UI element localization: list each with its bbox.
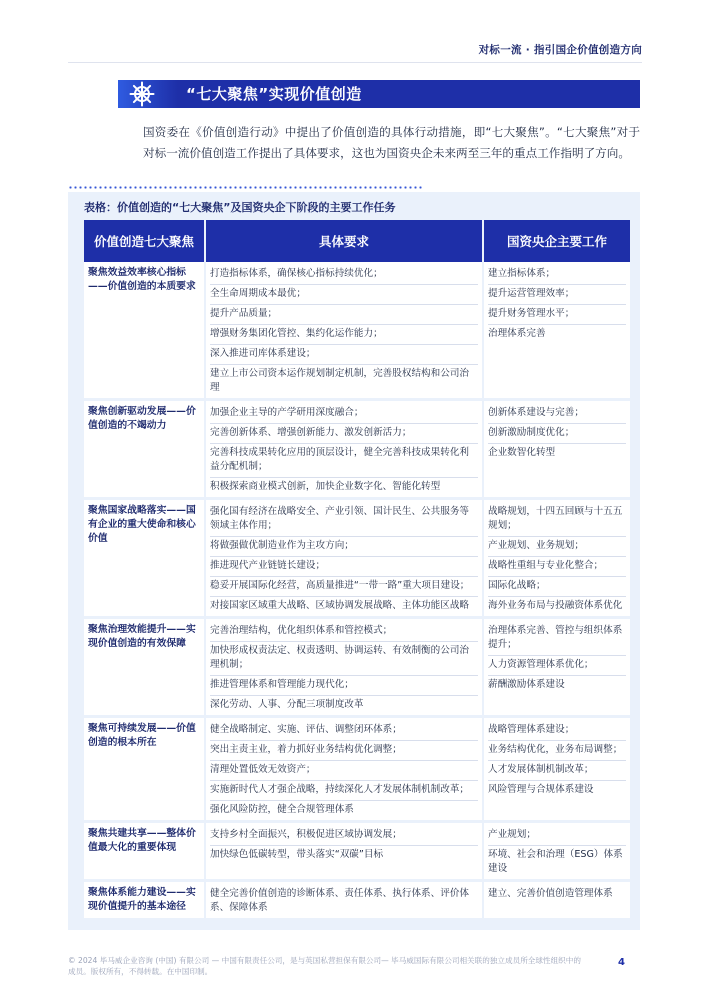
task-item: 国际化战略； <box>488 577 626 597</box>
requirement-item: 实施新时代人才强企战略，持续深化人才发展体制机制改革； <box>210 781 478 801</box>
requirement-item: 提升产品质量； <box>210 305 478 325</box>
focus-cell: 聚焦体系能力建设——实现价值提升的基本途径 <box>84 882 206 921</box>
ship-wheel-icon <box>128 80 156 108</box>
task-item: 海外业务布局与投融资体系优化 <box>488 600 623 611</box>
requirement-item: 将做强做优制造业作为主攻方向； <box>210 537 478 557</box>
task-item: 人力资源管理体系优化； <box>488 656 626 676</box>
requirement-item: 建立上市公司资本运作规划制定机制，完善股权结构和公司治理 <box>210 368 470 393</box>
task-item: 风险管理与合规体系建设 <box>488 784 594 795</box>
focus-table <box>84 220 630 921</box>
task-item: 创新体系建设与完善； <box>488 404 626 424</box>
task-item: 战略规划，十四五回顾与十五五规划； <box>488 503 626 537</box>
column-header: 具体要求 <box>206 220 484 262</box>
requirement-item: 稳妥开展国际化经营，高质量推进“一带一路”重大项目建设； <box>210 577 478 597</box>
table-row <box>84 401 630 500</box>
table-row <box>84 262 630 401</box>
requirement-item: 完善治理结构，优化组织体系和管控模式； <box>210 622 478 642</box>
table-caption: 表格：价值创造的“七大聚焦”及国资央企下阶段的主要工作任务 <box>84 201 396 214</box>
requirement-item: 对接国家区域重大战略、区域协调发展战略、主体功能区战略 <box>210 600 470 611</box>
table-row <box>84 619 630 718</box>
requirement-item: 推进管理体系和管理能力现代化； <box>210 676 478 696</box>
column-header: 价值创造七大聚焦 <box>84 220 206 262</box>
requirement-item: 推进现代产业链链长建设； <box>210 557 478 577</box>
focus-cell: 聚焦效益效率核心指标——价值创造的本质要求 <box>84 262 206 401</box>
task-item: 创新激励制度优化； <box>488 424 626 444</box>
table-row <box>84 823 630 882</box>
tasks-cell <box>484 401 630 500</box>
tasks-cell <box>484 262 630 401</box>
dotted-divider <box>68 186 424 189</box>
task-item: 业务结构优化，业务布局调整； <box>488 741 626 761</box>
task-item: 企业数智化转型 <box>488 447 556 458</box>
requirement-item: 加快形成权责法定、权责透明、协调运转、有效制衡的公司治理机制； <box>210 642 478 676</box>
task-item: 治理体系完善、管控与组织体系提升； <box>488 622 626 656</box>
table-header-row <box>84 220 630 262</box>
page-number: 4 <box>618 957 625 968</box>
requirement-item: 突出主责主业，着力抓好业务结构优化调整； <box>210 741 478 761</box>
task-item: 提升财务管理水平； <box>488 305 626 325</box>
focus-cell: 聚焦可持续发展——价值创造的根本所在 <box>84 718 206 823</box>
requirement-item: 健全战略制定、实施、评估、调整闭环体系； <box>210 721 478 741</box>
task-item: 战略管理体系建设； <box>488 721 626 741</box>
task-item: 产业规划、业务规划； <box>488 537 626 557</box>
task-item: 薪酬激励体系建设 <box>488 679 565 690</box>
column-header: 国资央企主要工作 <box>484 220 630 262</box>
header-divider <box>68 62 642 63</box>
task-item: 建立指标体系； <box>488 265 626 285</box>
requirements-cell <box>206 882 484 921</box>
requirements-cell <box>206 401 484 500</box>
tasks-cell <box>484 823 630 882</box>
task-item: 建立、完善价值创造管理体系 <box>488 888 613 899</box>
intro-paragraph: 国资委在《价值创造行动》中提出了价值创造的具体行动措施，即“七大聚焦”。“七大聚焦”对于对标一流价值创造工作提出了具体要求，这也为国资央企未来两至三年的重点工作指明了方向。 <box>143 125 640 160</box>
requirement-item: 增强财务集团化管控、集约化运作能力； <box>210 325 478 345</box>
requirements-cell <box>206 823 484 882</box>
tasks-cell <box>484 619 630 718</box>
requirement-item: 强化国有经济在战略安全、产业引领、国计民生、公共服务等领域主体作用； <box>210 503 478 537</box>
task-item: 产业规划； <box>488 826 626 846</box>
focus-cell: 聚焦创新驱动发展——价值创造的不竭动力 <box>84 401 206 500</box>
focus-cell: 聚焦治理效能提升——实现价值创造的有效保障 <box>84 619 206 718</box>
requirement-item: 健全完善价值创造的诊断体系、责任体系、执行体系、评价体系、保障体系 <box>210 888 470 913</box>
tasks-cell <box>484 718 630 823</box>
focus-cell: 聚焦共建共享——整体价值最大化的重要体现 <box>84 823 206 882</box>
table-row <box>84 882 630 921</box>
task-item: 战略性重组与专业化整合； <box>488 557 626 577</box>
requirements-cell <box>206 262 484 401</box>
task-item: 治理体系完善 <box>488 328 546 339</box>
task-item: 人才发展体制机制改革； <box>488 761 626 781</box>
requirement-item: 深入推进司库体系建设； <box>210 345 478 365</box>
requirement-item: 全生命周期成本最优； <box>210 285 478 305</box>
requirements-cell <box>206 619 484 718</box>
requirement-item: 清理处置低效无效资产； <box>210 761 478 781</box>
requirement-item: 完善科技成果转化应用的顶层设计，健全完善科技成果转化利益分配机制； <box>210 444 478 478</box>
requirement-item: 积极探索商业模式创新，加快企业数字化、智能化转型 <box>210 481 441 492</box>
copyright-notice: © 2024 毕马威企业咨询 (中国) 有限公司 — 中国有限责任公司，是与英国私营担保有限公司— 毕马威国际有限公司相关联的独立成员所全球性组织中的成员。版权所有，不得转载。在中国印制。 <box>68 956 581 976</box>
tasks-cell <box>484 882 630 921</box>
requirement-item: 加强企业主导的产学研用深度融合； <box>210 404 478 424</box>
table-row <box>84 718 630 823</box>
requirement-item: 加快绿色低碳转型，带头落实“双碳”目标 <box>210 849 384 860</box>
task-item: 环境、社会和治理（ESG）体系建设 <box>488 849 623 874</box>
task-item: 提升运营管理效率； <box>488 285 626 305</box>
requirement-item: 完善创新体系、增强创新能力、激发创新活力； <box>210 424 478 444</box>
requirements-cell <box>206 718 484 823</box>
focus-cell: 聚焦国家战略落实——国有企业的重大使命和核心价值 <box>84 500 206 619</box>
header-title: 对标一流 · 指引国企价值创造方向 <box>478 44 642 56</box>
requirement-item: 支持乡村全面振兴，积极促进区域协调发展； <box>210 826 478 846</box>
requirements-cell <box>206 500 484 619</box>
requirement-item: 深化劳动、人事、分配三项制度改革 <box>210 699 364 710</box>
requirement-item: 强化风险防控，健全合规管理体系 <box>210 804 354 815</box>
table-row <box>84 500 630 619</box>
section-title: “七大聚焦”实现价值创造 <box>186 85 362 103</box>
tasks-cell <box>484 500 630 619</box>
requirement-item: 打造指标体系，确保核心指标持续优化； <box>210 265 478 285</box>
